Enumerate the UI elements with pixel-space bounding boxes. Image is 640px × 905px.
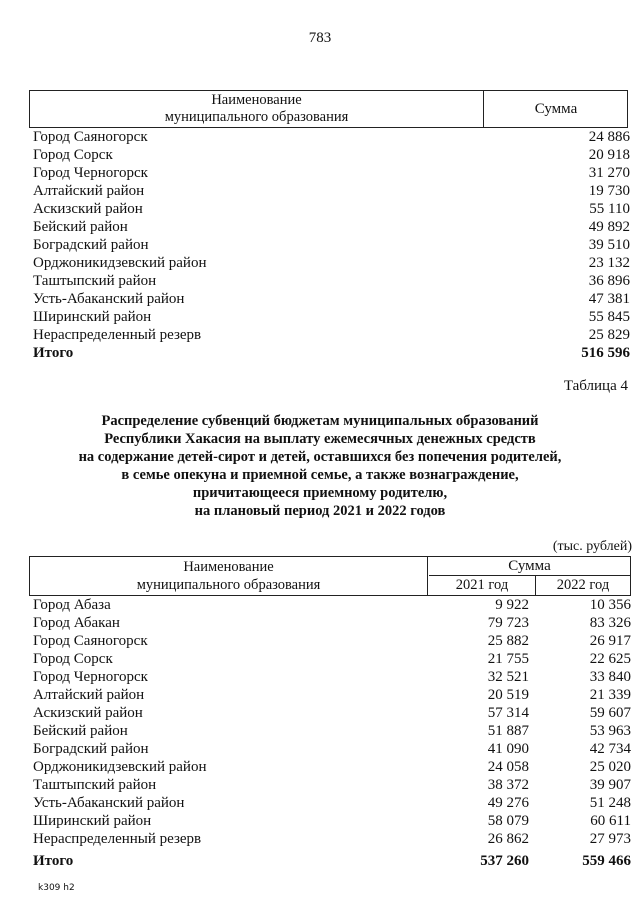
row-value-2021: 41 090 (487, 741, 529, 757)
total-value: 516 596 (581, 345, 630, 361)
row-value: 47 381 (588, 291, 630, 307)
row-value-2022: 59 607 (589, 705, 631, 721)
row-value-2022: 25 020 (589, 759, 631, 775)
row-value: 19 730 (588, 183, 630, 199)
table-row (33, 740, 631, 758)
table1-header-name-line2: муниципального образования (164, 109, 349, 125)
row-value-2021: 9 922 (495, 597, 529, 613)
table-row (33, 326, 630, 344)
title-line: на содержание детей-сирот и детей, оставшихся без попечения родителей, (78, 449, 562, 465)
table-row (33, 146, 630, 164)
page-number: 783 (308, 30, 332, 46)
table-row (33, 776, 631, 794)
row-value-2022: 42 734 (589, 741, 631, 757)
table-row (33, 812, 631, 830)
row-value: 36 896 (588, 273, 630, 289)
row-value-2022: 27 973 (589, 831, 631, 847)
row-value-2021: 20 519 (487, 687, 529, 703)
row-name: Боградский район (33, 237, 149, 253)
table2-header-year1: 2021 год (429, 576, 536, 595)
table1-body (33, 128, 630, 362)
row-name: Город Черногорск (33, 165, 148, 181)
table1-header-name (30, 91, 484, 127)
row-value-2021: 51 887 (487, 723, 529, 739)
row-value-2022: 21 339 (589, 687, 631, 703)
row-value-2022: 51 248 (589, 795, 631, 811)
table-row (33, 614, 631, 632)
title-line: на плановый период 2021 и 2022 годов (194, 503, 446, 519)
row-name: Ширинский район (33, 309, 152, 325)
row-name: Город Абаза (33, 597, 111, 613)
row-value: 24 886 (588, 129, 630, 145)
row-name: Усть-Абаканский район (33, 291, 185, 307)
table-row (33, 236, 630, 254)
table-row (33, 128, 630, 146)
row-value-2021: 24 058 (487, 759, 529, 775)
row-name: Усть-Абаканский район (33, 795, 185, 811)
table2-total-row (33, 852, 631, 870)
table1-header-name-line1: Наименование (211, 92, 302, 108)
row-name: Бейский район (33, 723, 128, 739)
row-value: 49 892 (588, 219, 630, 235)
row-value: 55 110 (589, 201, 630, 217)
row-name: Город Саяногорск (33, 633, 148, 649)
row-name: Аскизский район (33, 201, 143, 217)
table-row (33, 650, 631, 668)
table-row (33, 668, 631, 686)
row-name: Боградский район (33, 741, 149, 757)
row-name: Алтайский район (33, 183, 145, 199)
table2-header-name-line1: Наименование (183, 559, 274, 575)
row-name: Нераспределенный резерв (33, 327, 202, 343)
row-value-2022: 39 907 (589, 777, 631, 793)
row-name: Таштыпский район (33, 273, 157, 289)
title-line: в семье опекуна и приемной семье, а также вознаграждение, (121, 467, 519, 483)
row-value-2022: 10 356 (589, 597, 631, 613)
total-label: Итого (33, 853, 74, 869)
title-line: причитающееся приемному родителю, (192, 485, 448, 501)
row-value: 31 270 (588, 165, 630, 181)
row-value: 23 132 (588, 255, 630, 271)
row-name: Аскизский район (33, 705, 143, 721)
title-line: Распределение субвенций бюджетам муниципальных образований (101, 413, 539, 429)
table-row (33, 704, 631, 722)
table2-header-name-line2: муниципального образования (136, 577, 321, 593)
table-row (33, 794, 631, 812)
row-name: Город Сорск (33, 651, 113, 667)
table-row (33, 722, 631, 740)
row-value: 55 845 (588, 309, 630, 325)
row-value-2022: 22 625 (589, 651, 631, 667)
table2-header-name (30, 557, 428, 595)
table1-header (29, 90, 628, 128)
row-value-2021: 26 862 (487, 831, 529, 847)
row-value-2021: 57 314 (487, 705, 529, 721)
table-row (33, 830, 631, 848)
table1-header-sum: Сумма (534, 101, 578, 117)
row-name: Орджоникидзевский район (33, 759, 207, 775)
table-label: Таблица 4 (563, 378, 628, 394)
table2-header (29, 556, 631, 596)
table-row (33, 254, 630, 272)
total-value-2022: 559 466 (582, 853, 631, 869)
row-name: Алтайский район (33, 687, 145, 703)
row-name: Город Черногорск (33, 669, 148, 685)
row-name: Город Саяногорск (33, 129, 148, 145)
table-row (33, 308, 630, 326)
row-value-2022: 33 840 (589, 669, 631, 685)
row-value-2021: 58 079 (487, 813, 529, 829)
row-value: 25 829 (588, 327, 630, 343)
row-name: Город Сорск (33, 147, 113, 163)
row-value-2022: 60 611 (590, 813, 631, 829)
table-row (33, 182, 630, 200)
row-name: Город Абакан (33, 615, 120, 631)
title-line: Республики Хакасия на выплату ежемесячных денежных средств (104, 431, 536, 447)
table2-body (33, 596, 631, 870)
row-value-2022: 53 963 (589, 723, 631, 739)
table-row (33, 200, 630, 218)
row-name: Ширинский район (33, 813, 152, 829)
row-name: Таштыпский район (33, 777, 157, 793)
row-value-2022: 26 917 (589, 633, 631, 649)
row-name: Нераспределенный резерв (33, 831, 202, 847)
row-value-2022: 83 326 (589, 615, 631, 631)
table-row (33, 290, 630, 308)
table2-header-year2: 2022 год (556, 577, 610, 593)
footer-code: k309 h2 (38, 883, 75, 893)
table-row (33, 758, 631, 776)
row-name: Орджоникидзевский район (33, 255, 207, 271)
row-value-2021: 38 372 (487, 777, 529, 793)
table-row (33, 686, 631, 704)
units-label: (тыс. рублей) (552, 539, 632, 554)
total-label: Итого (33, 345, 74, 361)
table2-title (0, 412, 640, 520)
table-row (33, 218, 630, 236)
table-row (33, 632, 631, 650)
row-value-2021: 49 276 (487, 795, 529, 811)
row-value-2021: 79 723 (487, 615, 529, 631)
table2-header-sum: Сумма (429, 557, 630, 576)
table-row (33, 596, 631, 614)
row-value-2021: 25 882 (487, 633, 529, 649)
row-value-2021: 32 521 (487, 669, 529, 685)
row-name: Бейский район (33, 219, 128, 235)
row-value: 20 918 (588, 147, 630, 163)
table-row (33, 164, 630, 182)
row-value-2021: 21 755 (487, 651, 529, 667)
row-value: 39 510 (588, 237, 630, 253)
table1-total-row (33, 344, 630, 362)
total-value-2021: 537 260 (480, 853, 529, 869)
table-row (33, 272, 630, 290)
